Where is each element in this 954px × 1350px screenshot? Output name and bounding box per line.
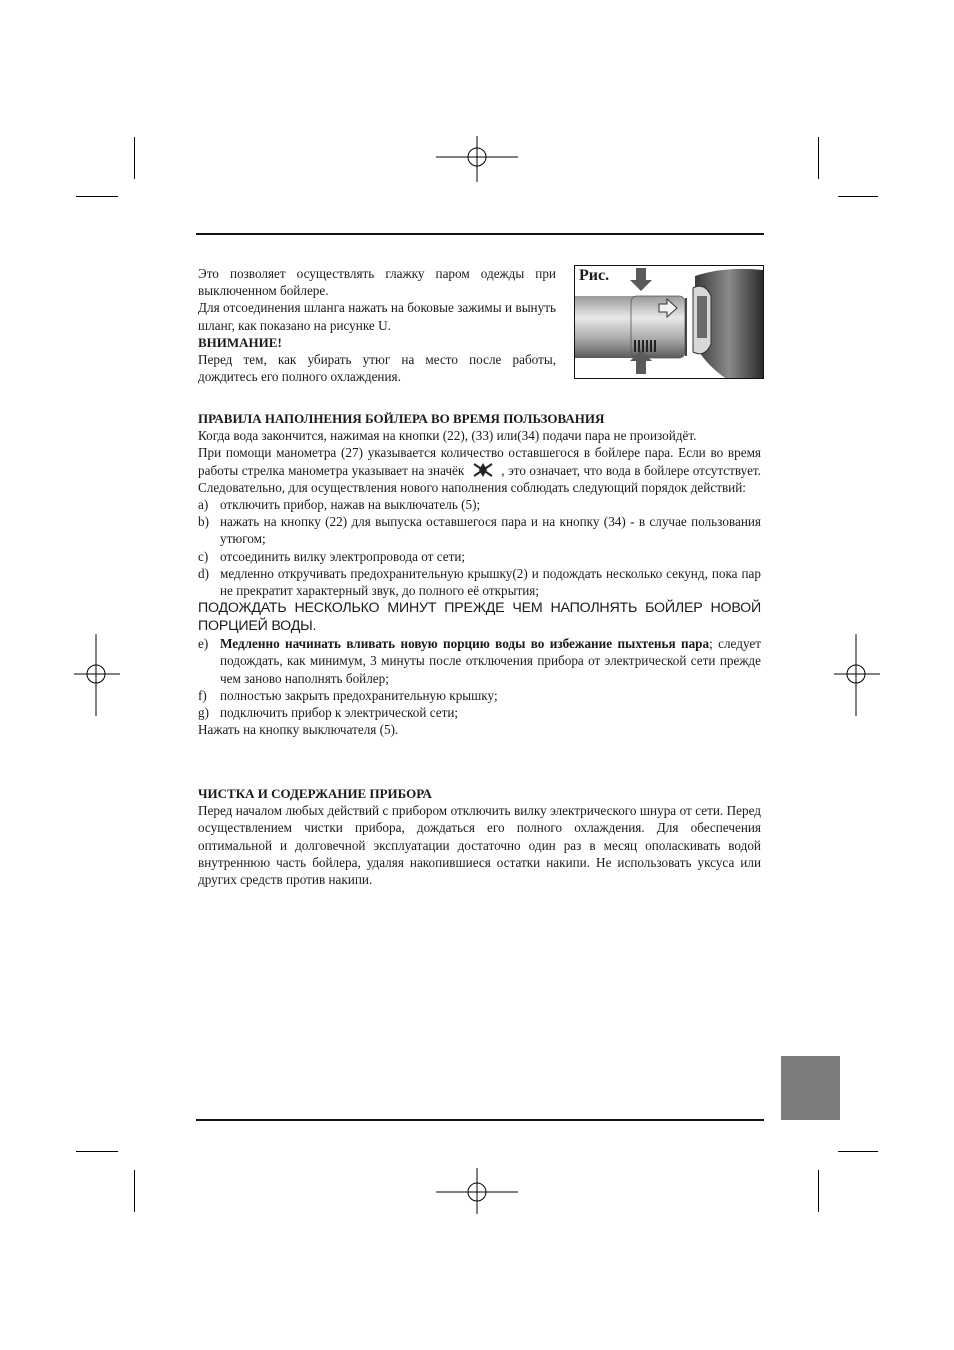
intro-paragraph: Перед тем, как убирать утюг на место после работы, дождитесь его полного охлаждения.: [198, 352, 556, 385]
list-marker: a): [198, 497, 209, 513]
language-tab: [781, 1056, 840, 1120]
list-item: [198, 513, 761, 547]
refill-steps-list: [198, 496, 761, 599]
registration-mark-icon: [436, 1168, 518, 1214]
intro-paragraph: Это позволяет осуществлять глажку паром одежды при выключенном бойлере.: [198, 266, 556, 299]
list-item: [198, 635, 761, 687]
registration-mark-icon: [436, 136, 518, 182]
list-item-text: отключить прибор, нажав на выключатель (5);: [220, 497, 481, 513]
cleaning-paragraph: Перед началом любых действий с прибором отключить вилку электрического шнура от сети. Перед осуществлением чистки прибора, дождаться его полного охлаждения. Для обеспечения оптимальной и долговечной эксплуатации достаточно один раз в месяц ополаскивать водой внутреннюю часть бойлера, удаляя накопившиеся остатки накипи. Не использовать уксуса или других средств против накипи.: [198, 803, 761, 888]
list-item-bold-text: Медленно начинать вливать новую порцию воды во избежание пыхтенья пара: [220, 636, 710, 652]
list-item: [198, 496, 761, 513]
list-item-text: отсоединить вилку электропровода от сети;: [220, 548, 466, 564]
list-item: [198, 548, 761, 565]
figure-label: Рис.: [578, 267, 615, 286]
hose-detach-figure: [574, 265, 764, 379]
intro-paragraph: Для отсоединения шланга нажать на боковые зажимы и вынуть шланг, как показано на рисунке U.: [198, 300, 556, 333]
crop-mark: [76, 196, 118, 197]
cleaning-heading: ЧИСТКА И СОДЕРЖАНИЕ ПРИБОРА: [198, 786, 432, 801]
list-marker: e): [198, 636, 209, 652]
attention-heading: ВНИМАНИЕ!: [198, 334, 282, 350]
refill-text: , это означает, что вода в бойлере отсутствует. Следовательно, для осуществления нового наполнения соблюдать следующий порядок действий:: [198, 462, 761, 495]
wait-warning: ПОДОЖДАТЬ НЕСКОЛЬКО МИНУТ ПРЕЖДЕ ЧЕМ НАПОЛНЯТЬ БОЙЛЕР НОВОЙ ПОРЦИЕЙ ВОДЫ.: [198, 600, 761, 635]
header-rule: [196, 233, 764, 235]
list-marker: f): [198, 687, 207, 703]
list-marker: c): [198, 548, 209, 564]
refill-text: При помощи манометра (27) указывается количество оставшегося в бойлере пара. Если во время работы стрелка манометра указывает на значёк: [198, 445, 761, 478]
list-marker: g): [198, 705, 209, 721]
list-item-text: полностью закрыть предохранительную крышку;: [220, 687, 498, 703]
refill-steps-list: [198, 635, 761, 721]
cleaning-section: [198, 785, 761, 888]
refill-paragraph: Когда вода закончится, нажимая на кнопки (22), (33) или(34) подачи пара не произойдёт.: [198, 428, 697, 444]
refill-paragraph: [198, 444, 761, 496]
crop-mark: [838, 1151, 878, 1152]
list-item-text: медленно откручивать предохранительную крышку(2) и подождать несколько секунд, пока пар не прекратит характерный звук, до полного её открытия;: [220, 565, 761, 599]
registration-mark-icon: [74, 634, 120, 716]
list-item: [198, 704, 761, 721]
registration-mark-icon: [834, 634, 880, 716]
crop-mark: [134, 1170, 135, 1212]
empty-boiler-warning-icon: [472, 462, 494, 478]
list-item: [198, 687, 761, 704]
refill-final-step: Нажать на кнопку выключателя (5).: [198, 722, 399, 738]
footer-rule: [196, 1119, 764, 1121]
crop-mark: [818, 137, 819, 179]
intro-section: [198, 265, 556, 385]
list-marker: b): [198, 514, 209, 530]
refill-heading: ПРАВИЛА НАПОЛНЕНИЯ БОЙЛЕРА ВО ВРЕМЯ ПОЛЬЗОВАНИЯ: [198, 411, 605, 426]
list-item-text: подключить прибор к электрической сети;: [220, 705, 459, 721]
crop-mark: [134, 137, 135, 179]
crop-mark: [76, 1151, 118, 1152]
crop-mark: [818, 1170, 819, 1212]
list-item-text: нажать на кнопку (22) для выпуска оставшегося пара и на кнопку (34) - в случае пользования утюгом;: [220, 514, 761, 547]
list-item: [198, 565, 761, 599]
crop-mark: [838, 196, 878, 197]
list-item-text: ; следует подождать, как минимум, 3 минуты после отключения прибора от электрической сети прежде чем заново наполнять бойлер;: [220, 636, 761, 686]
refill-section: [198, 410, 761, 738]
list-marker: d): [198, 565, 209, 581]
